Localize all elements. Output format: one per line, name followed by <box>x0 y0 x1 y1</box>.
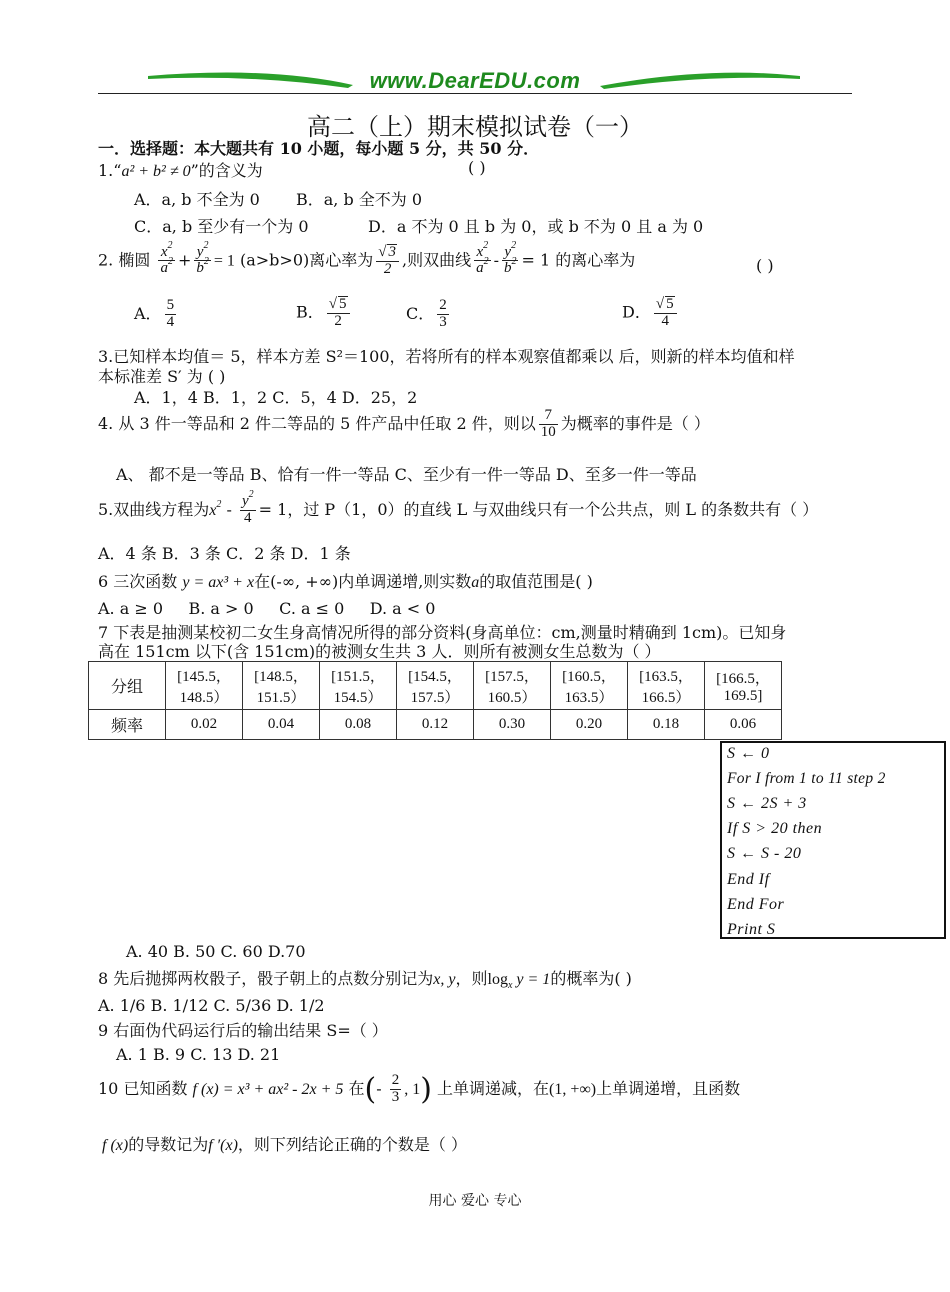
q2-option-b-label: B． <box>296 302 324 322</box>
q2-answer-paren: ( ) <box>756 256 774 275</box>
q2-mid: ,则双曲线 <box>401 250 472 270</box>
section-heading: 一．选择题：本大题共有 10 小题，每小题 5 分，共 50 分． <box>98 139 540 158</box>
q2-option-d-frac: $\frac{√ 5}{4}$ <box>654 296 677 330</box>
q6-suffix: 的取值范围是( ) <box>479 572 593 591</box>
q5-options: A．4 条 B．3 条 C．2 条 D．1 条 <box>98 544 351 563</box>
q5-suffix: = 1，过 P（1，0）的直线 L 与双曲线只有一个公共点，则 L 的条数共有（ ） <box>258 499 819 519</box>
q7-options: A. 40 B. 50 C. 60 D.70 <box>126 942 306 961</box>
q5-frac: $\frac{y^2}{4}$ <box>241 489 254 526</box>
question-1 <box>98 158 263 181</box>
question-2: 2. 椭圆 $\frac{x^2}{a^2}$ + $\frac{y^2}{b^2}$ = 1 (a>b>0)离心率为 $\frac{√ 3}{2}$ ,则双曲线 $\frac{x^2}{a^2}$ - $\frac{y^2}{b^2}$ = 1 的离心率为 <box>98 239 636 277</box>
q2-option-a <box>134 298 179 331</box>
q6-prefix: 6 三次函数 <box>98 572 178 591</box>
q10-question-tail: ，则下列结论正确的个数是（ ） <box>237 1135 468 1154</box>
q10-f-prime: f ′(x) <box>208 1137 238 1154</box>
page-title: 高二（上）期末模拟试卷（一） <box>307 113 643 141</box>
q1-option-b: B．a, b 全不为 0 <box>296 190 423 209</box>
table-cell: 0.18 <box>628 710 705 740</box>
code-line: End For <box>727 896 785 913</box>
q8-expr-tail: y = 1 <box>512 971 551 988</box>
table-header-group: 分组 <box>89 662 166 710</box>
q2-eq2-tail: = 1 的离心率为 <box>521 250 636 270</box>
question-5: 5.双曲线方程为$x^2$ - $\frac{y^2}{4}$ = 1，过 P（1，0）的直线 L 与双曲线只有一个公共点，则 L 的条数共有（ ） <box>98 489 819 526</box>
q2-eq1-tail: = 1 <box>213 252 235 270</box>
frequency-table <box>88 661 782 740</box>
table-cell: [148.5， 151.5） <box>243 662 320 710</box>
q8-options: A. 1/6 B. 1/12 C. 5/36 D. 1/2 <box>98 996 325 1015</box>
q2-option-d-label: D． <box>622 302 651 322</box>
q8-prefix: 8 先后抛掷两枚骰子，骰子朝上的点数分别记为 <box>98 969 434 988</box>
code-line: For I from 1 to 11 step 2 <box>727 770 886 787</box>
q2-option-c-frac: $\frac{2}{3}$ <box>439 297 447 330</box>
q2-option-c-label: C． <box>406 303 435 323</box>
q6-var: a <box>471 574 480 591</box>
q4-suffix: 为概率的事件是（ ） <box>560 413 710 433</box>
table-cell: [145.5， 148.5） <box>166 662 243 710</box>
table-cell: [160.5， 163.5） <box>551 662 628 710</box>
table-header-frequency: 频率 <box>89 710 166 740</box>
table-cell: [157.5， 160.5） <box>474 662 551 710</box>
q10-func: f (x) = x³ + ax² - 2x + 5 <box>192 1081 344 1098</box>
q10-interval-frac: $\frac{2}{3}$ <box>391 1072 400 1105</box>
q5-prefix: 5.双曲线方程为 <box>98 499 210 519</box>
q2-eccentricity-frac: $\frac{√ 3}{2}$ <box>376 244 399 278</box>
q7-line-1: 7 下表是抽测某校初二女生身高情况所得的部分资料(身高单位：cm,测量时精确到 1cm)。已知身 <box>98 623 787 642</box>
table-cell: 0.30 <box>474 710 551 740</box>
q10-interval1-tail: , 1 <box>404 1081 421 1098</box>
q8-vars: x, y <box>433 971 456 988</box>
code-line: Print S <box>727 921 776 938</box>
question-6 <box>98 569 593 592</box>
q8-log: log <box>487 971 508 988</box>
question-4 <box>98 408 710 441</box>
q2-option-b-frac: $\frac{√ 5}{2}$ <box>327 296 350 330</box>
table-cell: 0.20 <box>551 710 628 740</box>
table-cell: [163.5， 166.5） <box>628 662 705 710</box>
code-line: S ← 2S + 3 <box>727 795 807 812</box>
question-8 <box>98 966 632 989</box>
q10-prefix: 10 已知函数 <box>98 1079 188 1098</box>
q9-line: 9 右面伪代码运行后的输出结果 S=（ ） <box>98 1021 388 1040</box>
q1-option-c: C．a, b 至少有一个为 0 <box>134 217 309 236</box>
q6-expr: y = ax³ + x <box>182 574 255 591</box>
q2-option-a-label: A． <box>134 303 162 323</box>
table-cell: [151.5， 154.5） <box>320 662 397 710</box>
q4-prefix: 4. 从 3 件一等品和 2 件二等品的 5 件产品中任取 2 件，则以 <box>98 413 536 433</box>
q10-in: 在 <box>348 1079 365 1098</box>
q10-suffix: 上单调递增，且函数 <box>596 1079 741 1098</box>
q10-mid: 上单调递减，在 <box>437 1079 550 1098</box>
q7-line-2: 高在 151cm 以下(含 151cm)的被测女生共 3 人．则所有被测女生总数为（ ） <box>98 642 661 661</box>
q10-derivative-text: 的导数记为 <box>128 1135 209 1154</box>
q6-option-a: A. a ≥ 0 <box>98 599 164 618</box>
header-rule <box>98 93 852 94</box>
table-row <box>89 662 782 710</box>
table-cell: 0.12 <box>397 710 474 740</box>
pseudocode-box <box>720 741 946 939</box>
q6-mid: 在(-∞, +∞)内单调递增,则实数 <box>254 572 472 591</box>
q6-option-c: C. a ≤ 0 <box>279 599 345 618</box>
q2-hyperbola-frac-x: $\frac{x^2}{a^2}$ <box>476 239 489 277</box>
q2-option-d <box>622 296 680 330</box>
q2-ellipse-frac-y: $\frac{y^2}{b^2}$ <box>196 239 209 277</box>
code-line: S ← 0 <box>727 745 770 762</box>
q2-condition: (a>b>0)离心率为 <box>239 250 374 270</box>
q6-option-b: B. a > 0 <box>188 599 254 618</box>
q6-options <box>98 599 435 618</box>
q10-interval2: (1, +∞) <box>549 1081 597 1098</box>
q1-suffix: ”的含义为 <box>190 161 263 180</box>
q3-line-1: 3.已知样本均值＝ 5，样本方差 S²＝100，若将所有的样本观察值都乘以 后，则新的样本均值和样 <box>98 347 795 366</box>
table-cell: 0.02 <box>166 710 243 740</box>
table-cell: 0.06 <box>705 710 782 740</box>
q8-suffix: 的概率为( ) <box>550 969 632 988</box>
q2-option-b <box>296 296 353 330</box>
q10-f-of-x: f (x) <box>102 1137 129 1154</box>
q6-option-d: D. a < 0 <box>369 599 436 618</box>
header-logo <box>148 66 802 96</box>
q1-option-d: D．a 不为 0 且 b 为 0，或 b 不为 0 且 a 为 0 <box>368 217 704 236</box>
question-10: 10 已知函数 f (x) = x³ + ax² - 2x + 5 在(- $\frac{2}{3}$ , 1) 上单调递减，在(1, +∞)上单调递增，且函数 <box>98 1072 741 1107</box>
q4-frac: $\frac{7}{10}$ <box>540 407 556 440</box>
table-cell: 0.04 <box>243 710 320 740</box>
q9-options: A. 1 B. 9 C. 13 D. 21 <box>116 1045 281 1064</box>
table-cell: [154.5， 157.5） <box>397 662 474 710</box>
q1-prefix: 1.“ <box>98 161 122 180</box>
code-line: S ← S - 20 <box>727 845 802 862</box>
q1-expr: a² + b² ≠ 0 <box>121 163 191 180</box>
q2-option-a-frac: $\frac{5}{4}$ <box>166 297 175 330</box>
table-row <box>89 710 782 740</box>
q2-prefix: 2. 椭圆 <box>98 250 151 270</box>
q3-options: A．1，4 B．1，2 C．5，4 D．25，2 <box>134 388 418 407</box>
q2-option-c <box>406 298 452 331</box>
q1-answer-paren: ( ) <box>468 158 486 177</box>
page-footer: 用心 爱心 专心 <box>428 1193 522 1209</box>
q2-ellipse-frac-x: $\frac{x^2}{a^2}$ <box>160 239 173 277</box>
table-cell: 0.08 <box>320 710 397 740</box>
q3-line-2: 本标准差 S′ 为 ( ) <box>98 367 226 386</box>
q2-hyperbola-frac-y: $\frac{y^2}{b^2}$ <box>503 239 517 277</box>
q8-log-base: x <box>507 980 513 991</box>
code-line: If S > 20 then <box>727 820 823 837</box>
table-cell: [166.5， 169.5] <box>705 662 782 710</box>
q10-line-2 <box>102 1132 467 1155</box>
code-line: End If <box>727 871 770 888</box>
q4-options: A、 都不是一等品 B、恰有一件一等品 C、至少有一件一等品 D、至多一件一等品 <box>116 465 697 484</box>
q1-option-a: A．a, b 不全为 0 <box>134 190 260 209</box>
q8-mid: ，则 <box>455 969 488 988</box>
logo-text: www.DearEDU.com <box>369 68 581 93</box>
